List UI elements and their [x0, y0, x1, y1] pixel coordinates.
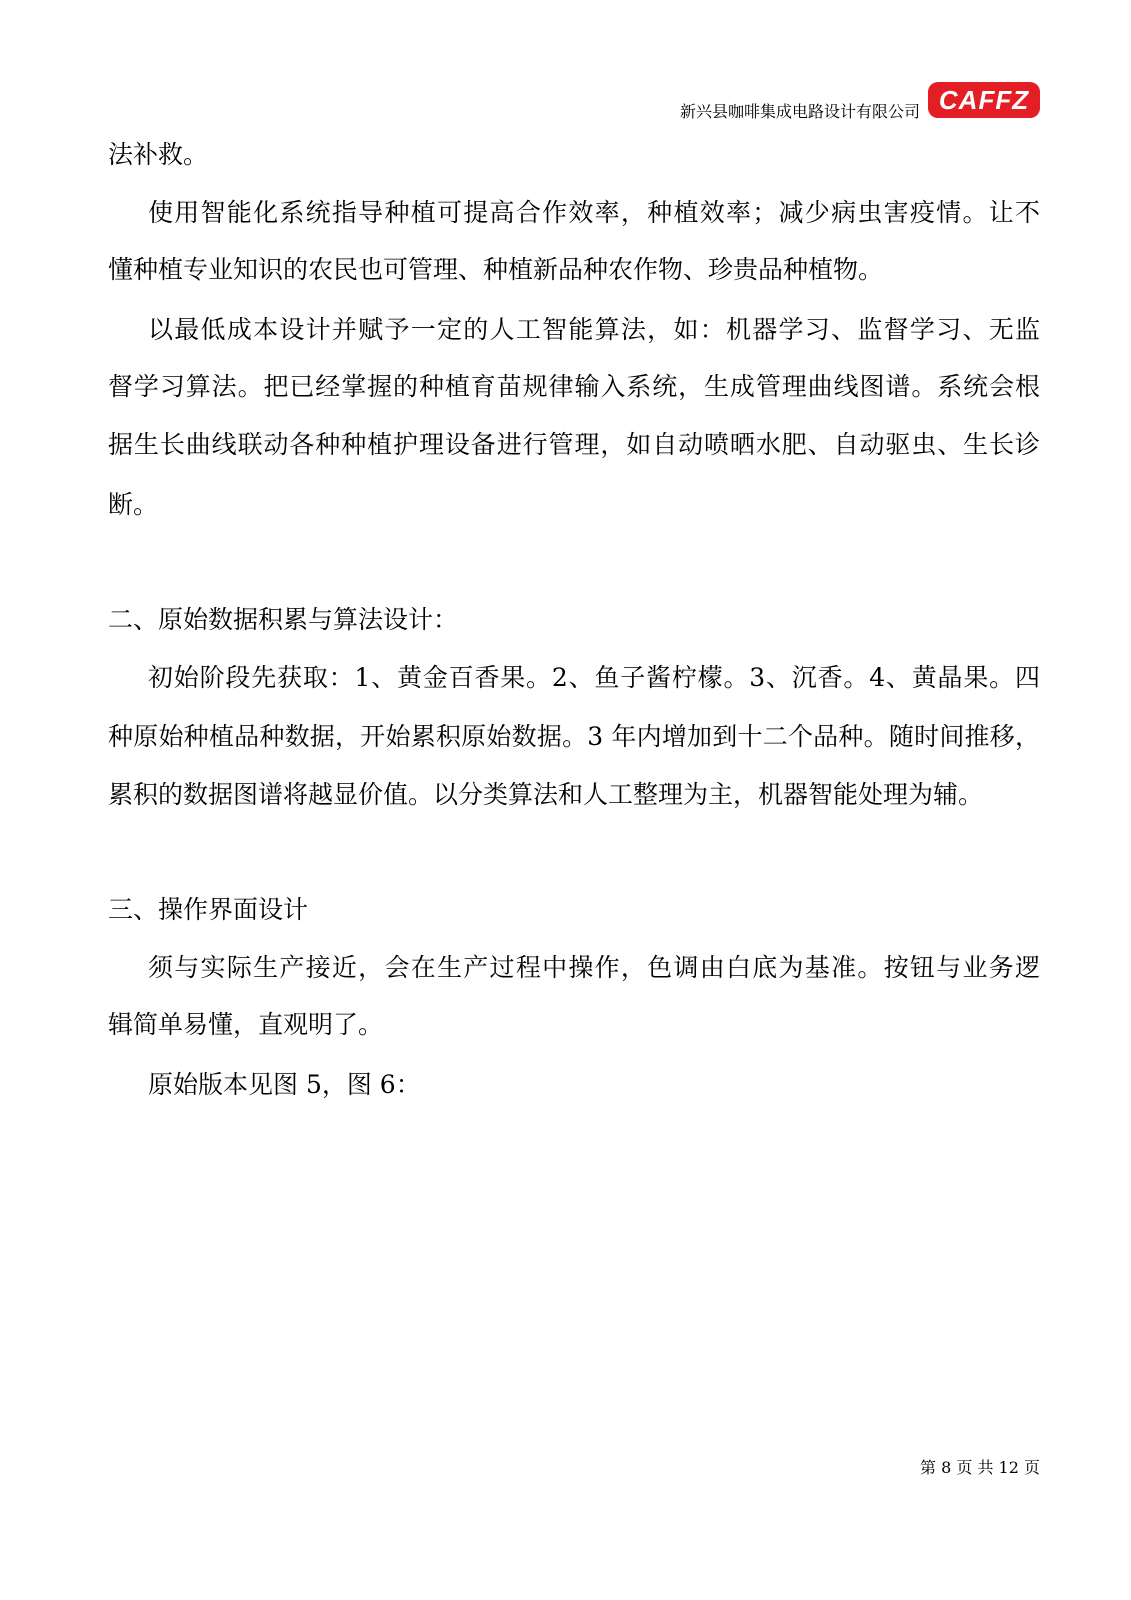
header-company-name: 新兴县咖啡集成电路设计有限公司 — [679, 102, 920, 121]
section-heading-2: 二、原始数据积累与算法设计： — [108, 605, 459, 634]
paragraph-line: 督学习算法。把已经掌握的种植育苗规律输入系统，生成管理曲线图谱。系统会根 — [108, 372, 1040, 401]
paragraph-line: 使用智能化系统指导种植可提高合作效率，种植效率；减少病虫害疫情。让不 — [148, 198, 1040, 227]
paragraph-line: 懂种植专业知识的农民也可管理、种植新品种农作物、珍贵品种植物。 — [108, 255, 884, 284]
company-logo — [928, 82, 1040, 118]
paragraph-line: 法补救。 — [108, 140, 209, 169]
section-heading-3: 三、操作界面设计 — [108, 895, 309, 924]
page-number: 第 8 页 共 12 页 — [920, 1458, 1040, 1477]
company-logo-text: CAFFZ — [938, 85, 1030, 115]
paragraph-line: 以最低成本设计并赋予一定的人工智能算法，如：机器学习、监督学习、无监 — [148, 315, 1040, 344]
paragraph-line: 据生长曲线联动各种种植护理设备进行管理，如自动喷晒水肥、自动驱虫、生长诊 — [108, 430, 1040, 459]
paragraph-line: 初始阶段先获取：1、黄金百香果。2、鱼子酱柠檬。3、沉香。4、黄晶果。四 — [148, 663, 1040, 692]
paragraph-line: 原始版本见图 5，图 6： — [148, 1070, 421, 1099]
paragraph-line: 断。 — [108, 490, 159, 519]
paragraph-line: 种原始种植品种数据，开始累积原始数据。3 年内增加到十二个品种。随时间推移， — [108, 722, 1040, 751]
paragraph-line: 辑简单易懂，直观明了。 — [108, 1010, 384, 1039]
paragraph-line: 须与实际生产接近，会在生产过程中操作，色调由白底为基准。按钮与业务逻 — [148, 953, 1040, 982]
paragraph-line: 累积的数据图谱将越显价值。以分类算法和人工整理为主，机器智能处理为辅。 — [108, 780, 984, 809]
